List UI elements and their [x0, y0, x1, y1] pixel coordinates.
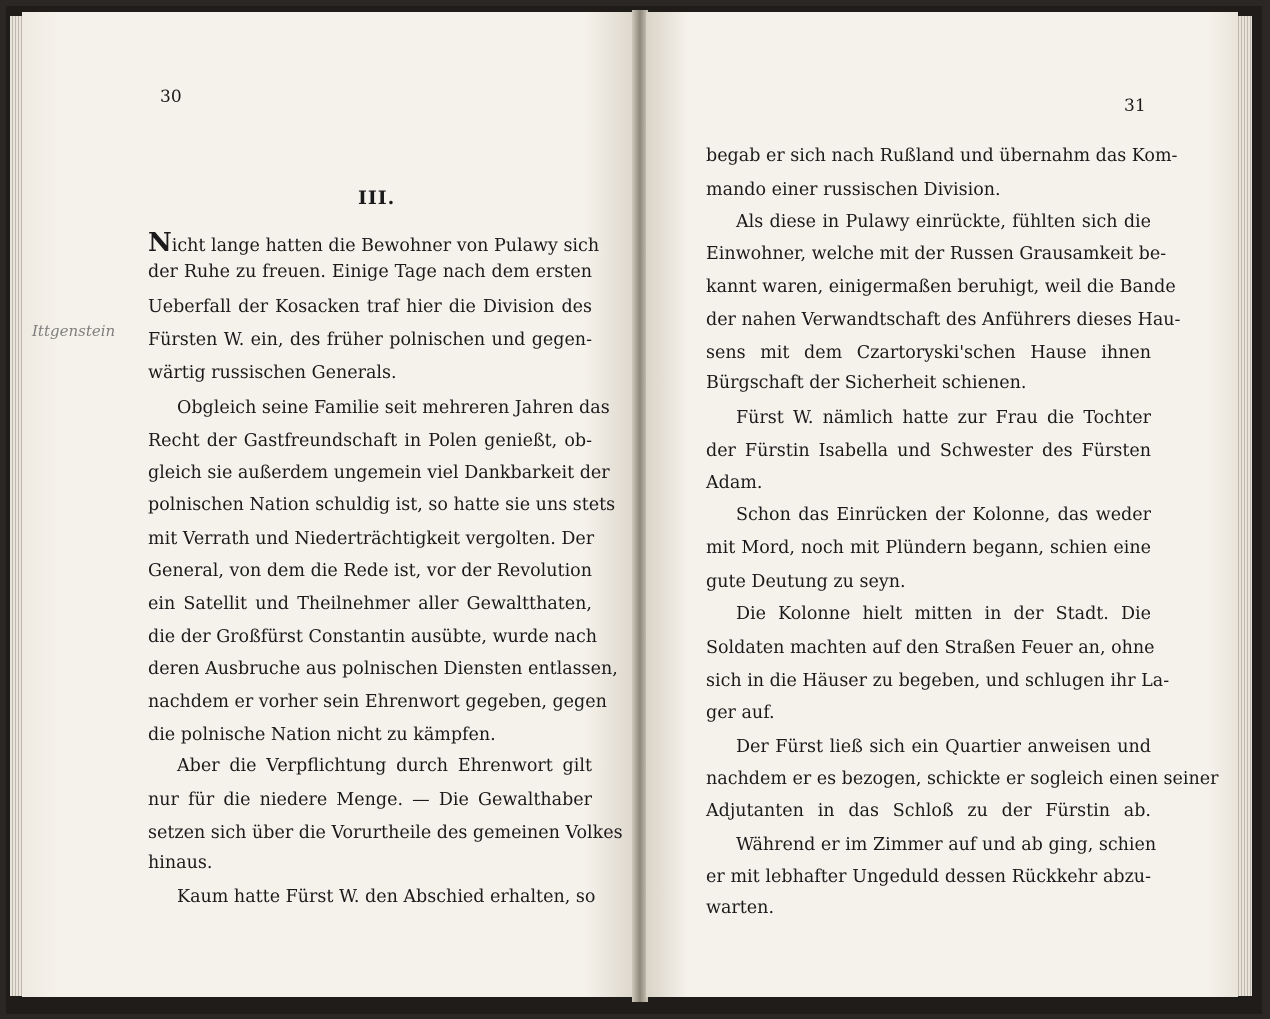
text-line: wärtig russischen Generals. — [148, 363, 397, 383]
page-number-left: 30 — [160, 87, 182, 107]
text-line: hinaus. — [148, 853, 213, 873]
text-line: Während er im Zimmer auf und ab ging, schien — [736, 835, 1157, 855]
text-line: die der Großfürst Constantin ausübte, wurde nach — [148, 627, 598, 647]
text-line: mit Verrath und Niederträchtigkeit vergolten. Der — [148, 529, 595, 549]
left-page — [22, 12, 634, 997]
text-line: General, von dem die Rede ist, vor der Revolution — [148, 561, 592, 581]
right-page — [646, 12, 1238, 997]
text-line: nachdem er vorher sein Ehrenwort gegeben, gegen — [148, 692, 607, 712]
text-line: Obgleich seine Familie seit mehreren Jahren das — [177, 398, 610, 418]
text-line: nachdem er es bezogen, schickte er sogleich einen seiner — [706, 769, 1219, 789]
text-line: sich in die Häuser zu begeben, und schlugen ihr La- — [706, 671, 1170, 691]
text-line: Adam. — [706, 473, 763, 493]
text-line: der nahen Verwandtschaft des Anführers dieses Hau- — [706, 310, 1181, 330]
text-line: nur für die niedere Menge. — Die Gewalthaber — [148, 790, 592, 810]
text-line: ger auf. — [706, 703, 775, 723]
text-line: Bürgschaft der Sicherheit schienen. — [706, 373, 1027, 393]
text-line: er mit lebhafter Ungeduld dessen Rückkehr abzu- — [706, 867, 1151, 887]
text-line: Kaum hatte Fürst W. den Abschied erhalten, so — [177, 887, 596, 907]
page-number-right: 31 — [1124, 96, 1146, 116]
text-line: der Fürstin Isabella und Schwester des Fürsten — [706, 441, 1151, 461]
text-line: Fürsten W. ein, des früher polnischen und gegen- — [148, 330, 592, 350]
right-page-edges — [1236, 16, 1252, 996]
text-line: ein Satellit und Theilnehmer aller Gewaltthaten, — [148, 594, 592, 614]
text-line: Die Kolonne hielt mitten in der Stadt. Die — [736, 604, 1151, 624]
text-line: Schon das Einrücken der Kolonne, das weder — [736, 505, 1151, 525]
text-line: Recht der Gastfreundschaft in Polen genießt, ob- — [148, 431, 592, 451]
text-line: Nicht lange hatten die Bewohner von Pulawy sich — [148, 228, 600, 258]
text-line: begab er sich nach Rußland und übernahm das Kom- — [706, 146, 1178, 166]
handwritten-margin-note: Ittgenstein — [32, 322, 116, 340]
text-line: deren Ausbruche aus polnischen Diensten entlassen, — [148, 659, 618, 679]
text-line: der Ruhe zu freuen. Einige Tage nach dem ersten — [148, 262, 592, 282]
text-line: Der Fürst ließ sich ein Quartier anweisen und — [736, 737, 1151, 757]
text-line: mando einer russischen Division. — [706, 180, 1001, 200]
text-line: setzen sich über die Vorurtheile des gemeinen Volkes — [148, 823, 623, 843]
chapter-heading: III. — [358, 187, 396, 209]
text-line: Soldaten machten auf den Straßen Feuer an, ohne — [706, 638, 1155, 658]
text-line: Als diese in Pulawy einrückte, fühlten sich die — [736, 212, 1151, 232]
text-line: mit Mord, noch mit Plündern begann, schien eine — [706, 538, 1151, 558]
text-line: Einwohner, welche mit der Russen Grausamkeit be- — [706, 244, 1167, 264]
text-line: gute Deutung zu seyn. — [706, 572, 906, 592]
text-line: Adjutanten in das Schloß zu der Fürstin ab. — [706, 801, 1151, 821]
text-line: Ueberfall der Kosacken traf hier die Division des — [148, 297, 592, 317]
text-line: die polnische Nation nicht zu kämpfen. — [148, 725, 496, 745]
text-line: sens mit dem Czartoryski'schen Hause ihnen — [706, 343, 1151, 363]
text-line: Aber die Verpflichtung durch Ehrenwort gilt — [177, 756, 592, 776]
text-line: gleich sie außerdem ungemein viel Dankbarkeit der — [148, 463, 610, 483]
text-line: kannt waren, einigermaßen beruhigt, weil die Bande — [706, 277, 1176, 297]
text-line: polnischen Nation schuldig ist, so hatte sie uns stets — [148, 495, 616, 515]
drop-cap: N — [148, 228, 172, 258]
text-line: warten. — [706, 898, 775, 918]
text-line: Fürst W. nämlich hatte zur Frau die Tochter — [736, 408, 1151, 428]
